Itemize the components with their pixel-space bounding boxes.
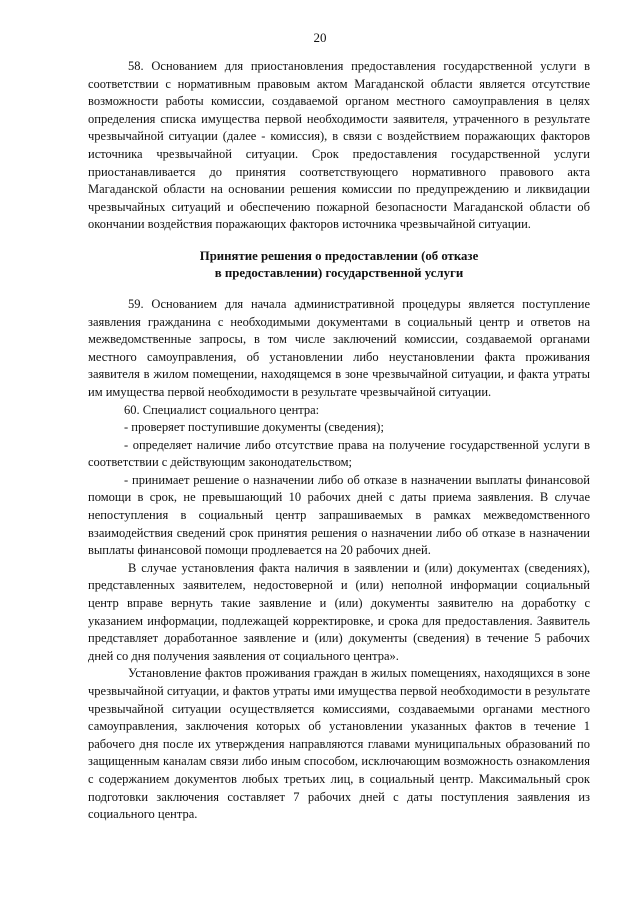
paragraph-case: В случае установления факта наличия в заявлении и (или) документах (сведениях), представленных заявителем, недостоверной и (или) неполной информации социальный центр вправе вернуть такие заявление и (или) документы заявителю на доработку с указанием информации, подлежащей корректировке, и срока для предоставления. Заявитель представляет доработанное заявление и (или) документы (сведения) в течение 5 рабочих дней со дня получения заявления от социального центра». — [88, 560, 590, 663]
section-heading — [88, 248, 590, 282]
list-item: - принимает решение о назначении либо об отказе в назначении выплаты финансовой помощи в срок, не превышающий 10 рабочих дней с даты приема заявления. В случае непоступления в социальный центр запрашиваемых в рамках межведомственного взаимодействия сведений срок принятия решения о назначении либо об отказе в назначении выплаты финансовой помощи продлевается на 20 рабочих дней. — [88, 472, 590, 558]
document-body — [88, 58, 590, 824]
heading-line-2: в предоставлении) государственной услуги — [214, 265, 464, 280]
paragraph-60: 60. Специалист социального центра: — [124, 402, 320, 417]
page-number: 20 — [313, 30, 327, 45]
paragraph-facts: Установление фактов проживания граждан в жилых помещениях, находящихся в зоне чрезвычайной ситуации, и фактов утраты ими имущества первой необходимости в результате чрезвычайной ситуации осуществляется комиссиями, создаваемыми органами местного самоуправления, заключения которых об установлении указанных фактов в течение 1 рабочего дня после их утверждения направляются главами муниципальных образований по защищенным каналам связи либо иным способом, исключающим возможность ознакомления с содержанием документов любых третьих лиц, в социальный центр. Максимальный срок подготовки заключения составляет 7 рабочих дней с даты поступления заявления из социального центра. — [88, 666, 590, 822]
heading-line-1: Принятие решения о предоставлении (об отказе — [199, 248, 479, 263]
paragraph-59: 59. Основанием для начала административной процедуры является поступление заявления гражданина с необходимыми документами в социальный центр и ответов на межведомственные запросы, в том числе заключений комиссии, создаваемой органами местного самоуправления, об установлении либо неустановлении факта проживания заявителя в жилом помещении, находящемся в зоне чрезвычайной ситуации, и факта утраты им имущества первой необходимости в результате чрезвычайной ситуации. — [88, 296, 590, 399]
list-item: - определяет наличие либо отсутствие права на получение государственной услуги в соответствии с действующим законодательством; — [88, 437, 590, 470]
list-item: - проверяет поступившие документы (сведения); — [124, 420, 384, 435]
paragraph-58: 58. Основанием для приостановления предоставления государственной услуги в соответствии с нормативным правовым актом Магаданской области является отсутствие возможности работы комиссии, создаваемой органом местного самоуправления в целях определения списка имущества первой необходимости заявителя, утраченного в результате чрезвычайной ситуации (далее - комиссия), в связи с воздействием поражающих факторов источника чрезвычайной ситуации. Срок предоставления государственной услуги приостанавливается до принятия соответствующего нормативного правового акта Магаданской области на основании решения комиссии по предупреждению и ликвидации чрезвычайных ситуаций и обеспечению пожарной безопасности Магаданской области об окончании воздействия поражающих факторов источника чрезвычайной ситуации. — [88, 59, 590, 232]
